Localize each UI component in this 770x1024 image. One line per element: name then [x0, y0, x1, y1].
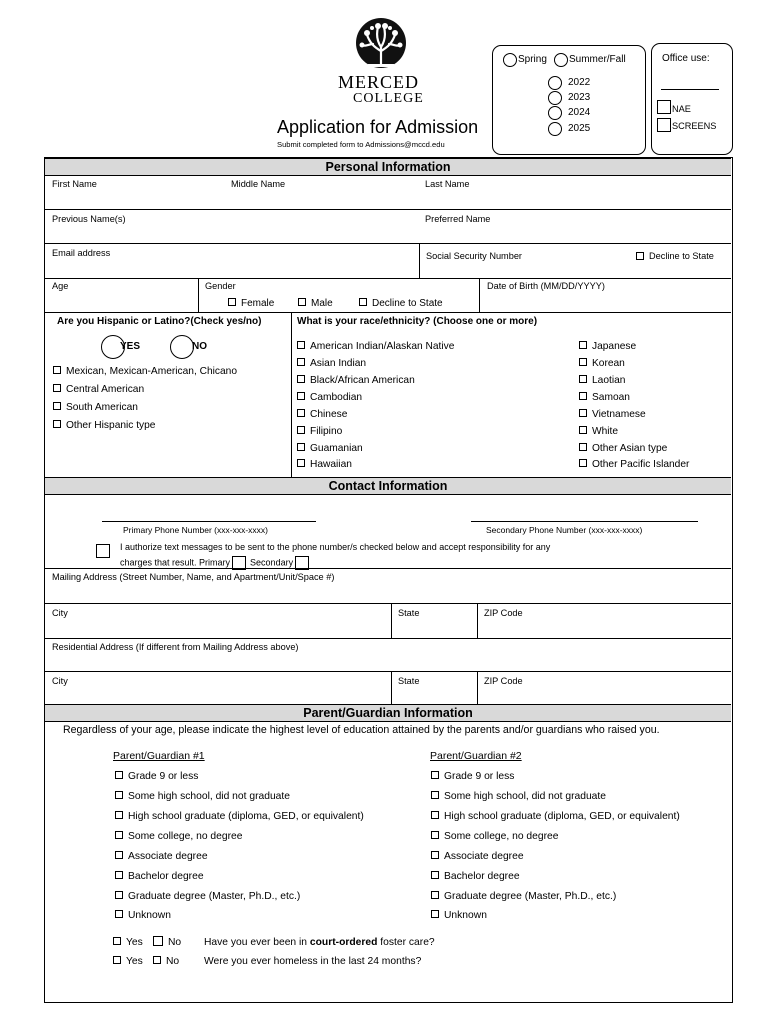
race-option-checkbox[interactable]	[297, 358, 305, 366]
race-option-label: Black/African American	[310, 375, 415, 386]
foster-question	[204, 937, 435, 948]
guardian2-option-checkbox[interactable]	[431, 851, 439, 859]
guardian1-option-label: High school graduate (diploma, GED, or equivalent)	[128, 811, 364, 822]
year-2025-label: 2025	[568, 123, 591, 134]
race-option[interactable]	[579, 409, 646, 420]
guardian1-option[interactable]	[115, 910, 171, 921]
contact-info-header: Contact Information	[45, 477, 731, 495]
race-option[interactable]	[579, 375, 625, 386]
guardian1-option-checkbox[interactable]	[115, 910, 123, 918]
race-option[interactable]	[579, 459, 689, 470]
race-option-checkbox[interactable]	[297, 341, 305, 349]
hispanic-yes-label: YES	[120, 341, 141, 352]
foster-question-bold: court-ordered	[309, 937, 378, 948]
guardian1-option-label: Bachelor degree	[128, 871, 204, 882]
preferred-name-label: Preferred Name	[425, 214, 491, 224]
hispanic-option-checkbox[interactable]	[53, 402, 61, 410]
race-option[interactable]	[579, 426, 618, 437]
logo-college: COLLEGE	[353, 91, 424, 106]
mailing-state-label: State	[398, 608, 420, 618]
gender-label: Gender	[205, 281, 236, 291]
page-title: Application for Admission	[277, 117, 479, 137]
guardian1-option-label: Grade 9 or less	[128, 771, 199, 782]
guardian2-option[interactable]	[431, 891, 616, 902]
guardian2-option-checkbox[interactable]	[431, 871, 439, 879]
race-option-checkbox[interactable]	[579, 392, 587, 400]
guardian1-option[interactable]	[115, 831, 243, 842]
col-divider	[419, 243, 420, 278]
race-question: What is your race/ethnicity? (Choose one or more)	[297, 316, 538, 327]
gender-female-checkbox[interactable]	[228, 298, 236, 306]
hispanic-question: Are you Hispanic or Latino?(Check yes/no)	[57, 316, 262, 327]
guardian2-option-label: Bachelor degree	[444, 871, 520, 882]
race-option-checkbox[interactable]	[579, 443, 587, 451]
guardian2-option-checkbox[interactable]	[431, 910, 439, 918]
hispanic-option-label: Other Hispanic type	[66, 420, 156, 431]
office-use-line	[661, 89, 719, 90]
col-divider	[391, 671, 392, 704]
race-option-label: Other Asian type	[592, 443, 668, 454]
guardian1-option-label: Associate degree	[128, 851, 208, 862]
guardian2-option-label: Associate degree	[444, 851, 524, 862]
guardian2-option-label: Grade 9 or less	[444, 771, 515, 782]
residential-address-label: Residential Address (If different from Mailing Address above)	[52, 642, 299, 652]
race-option-label: Samoan	[592, 392, 630, 403]
guardian1-option[interactable]	[115, 891, 300, 902]
race-option-label: Hawaiian	[310, 459, 352, 470]
race-option[interactable]	[297, 426, 342, 437]
email-label: Email address	[52, 248, 111, 258]
residential-state-label: State	[398, 676, 420, 686]
guardian2-heading: Parent/Guardian #2	[430, 750, 522, 762]
guardian1-option-label: Unknown	[128, 910, 171, 921]
race-option-label: Filipino	[310, 426, 343, 437]
year-2023-radio[interactable]	[548, 91, 562, 105]
hispanic-option-label: South American	[66, 402, 138, 413]
screens-checkbox[interactable]	[657, 118, 671, 132]
primary-phone-label: Primary Phone Number (xxx-xxx-xxxx)	[123, 525, 268, 535]
office-use-label: Office use:	[662, 53, 710, 64]
race-option[interactable]	[297, 409, 347, 420]
mailing-city-label: City	[52, 608, 68, 618]
col-divider	[477, 671, 478, 704]
spring-label: Spring	[518, 54, 547, 65]
race-option[interactable]	[579, 443, 667, 454]
row-divider	[45, 243, 731, 244]
year-2022-label: 2022	[568, 77, 591, 88]
year-2025-radio[interactable]	[548, 122, 562, 136]
guardian1-heading: Parent/Guardian #1	[113, 750, 205, 762]
homeless-yes[interactable]	[113, 956, 143, 967]
ssn-decline	[636, 251, 714, 261]
guardian2-option-checkbox[interactable]	[431, 831, 439, 839]
race-option[interactable]	[579, 341, 636, 352]
summer-fall-label: Summer/Fall	[569, 54, 626, 65]
last-name-label: Last Name	[425, 179, 470, 189]
foster-no[interactable]	[153, 937, 181, 948]
authorize-text: I authorize text messages to be sent to the phone number/s checked below and accept responsibility for any	[120, 542, 551, 552]
nae-checkbox[interactable]	[657, 100, 671, 114]
foster-yes-label: Yes	[126, 937, 143, 948]
gender-female[interactable]	[228, 298, 274, 309]
foster-no-checkbox[interactable]	[153, 936, 163, 946]
race-option-label: Japanese	[592, 341, 637, 352]
foster-no-label: No	[168, 937, 182, 948]
col-divider	[479, 278, 480, 312]
gender-decline-label: Decline to State	[372, 298, 443, 309]
guardian2-option[interactable]	[431, 791, 606, 802]
guardian2-option-checkbox[interactable]	[431, 891, 439, 899]
homeless-no[interactable]	[153, 956, 179, 967]
row-divider	[45, 312, 731, 313]
hispanic-option[interactable]	[53, 384, 144, 395]
guardian2-option[interactable]	[431, 831, 559, 842]
previous-names-label: Previous Name(s)	[52, 214, 126, 224]
screens-label: SCREENS	[672, 121, 717, 131]
primary-phone-line[interactable]	[102, 521, 316, 522]
race-option-checkbox[interactable]	[579, 358, 587, 366]
residential-city-label: City	[52, 676, 68, 686]
race-option[interactable]	[579, 392, 630, 403]
gender-male[interactable]	[298, 298, 333, 309]
guardian1-option-checkbox[interactable]	[115, 831, 123, 839]
race-option[interactable]	[297, 358, 366, 369]
gender-decline[interactable]	[359, 298, 443, 309]
year-2024-label: 2024	[568, 107, 591, 118]
race-option-label: Laotian	[592, 375, 626, 386]
authorize-primary-label: charges that result. Primary	[120, 557, 231, 568]
col-divider	[391, 603, 392, 638]
guardian2-option-checkbox[interactable]	[431, 791, 439, 799]
guardian1-option-checkbox[interactable]	[115, 891, 123, 899]
hispanic-option[interactable]	[53, 402, 138, 413]
col-divider	[291, 312, 292, 477]
guardian1-option-label: Some high school, did not graduate	[128, 791, 291, 802]
guardian2-option-label: Some high school, did not graduate	[444, 791, 607, 802]
authorize-checkbox[interactable]	[96, 542, 110, 560]
dob-label: Date of Birth (MM/DD/YYYY)	[487, 281, 605, 291]
race-option-checkbox[interactable]	[579, 341, 587, 349]
race-option[interactable]	[297, 443, 363, 454]
authorize-secondary-label: Secondary	[250, 557, 294, 568]
homeless-question: Were you ever homeless in the last 24 months?	[204, 956, 422, 967]
ssn-decline-label: Decline to State	[649, 251, 714, 261]
guardian2-option-checkbox[interactable]	[431, 811, 439, 819]
foster-yes[interactable]	[113, 937, 143, 948]
hispanic-no-radio[interactable]	[170, 335, 194, 359]
secondary-phone-label: Secondary Phone Number (xxx-xxx-xxxx)	[486, 525, 643, 535]
hispanic-option-label: Mexican, Mexican-American, Chicano	[66, 366, 237, 377]
guardian2-option-label: High school graduate (diploma, GED, or equivalent)	[444, 811, 680, 822]
guardian1-option-label: Graduate degree (Master, Ph.D., etc.)	[128, 891, 301, 902]
race-option-checkbox[interactable]	[297, 409, 305, 417]
ssn-label: Social Security Number	[426, 251, 522, 261]
race-option-checkbox[interactable]	[297, 375, 305, 383]
race-option-checkbox[interactable]	[297, 443, 305, 451]
guardian1-option[interactable]	[115, 851, 208, 862]
race-option-label: Chinese	[310, 409, 348, 420]
guardian2-option-checkbox[interactable]	[431, 771, 439, 779]
row-divider	[45, 603, 731, 604]
merced-college-logo	[352, 17, 410, 73]
race-option-label: Guamanian	[310, 443, 363, 454]
row-divider	[45, 278, 731, 279]
parent-info-header: Parent/Guardian Information	[45, 704, 731, 722]
hispanic-option-label: Central American	[66, 384, 145, 395]
homeless-no-label: No	[166, 956, 180, 967]
year-2023-label: 2023	[568, 92, 591, 103]
race-option-checkbox[interactable]	[579, 459, 587, 467]
guardian1-option-checkbox[interactable]	[115, 811, 123, 819]
guardian1-option[interactable]	[115, 871, 204, 882]
foster-question-pre: Have you ever been in	[204, 937, 310, 948]
race-option-checkbox[interactable]	[579, 409, 587, 417]
race-option[interactable]	[297, 392, 362, 403]
guardian1-option-checkbox[interactable]	[115, 791, 123, 799]
guardian2-option[interactable]	[431, 771, 514, 782]
homeless-yes-checkbox[interactable]	[113, 956, 121, 964]
hispanic-option[interactable]	[53, 366, 237, 377]
gender-decline-checkbox[interactable]	[359, 298, 367, 306]
race-option-label: Other Pacific Islander	[592, 459, 690, 470]
homeless-no-checkbox[interactable]	[153, 956, 161, 964]
guardian1-option-checkbox[interactable]	[115, 871, 123, 879]
foster-yes-checkbox[interactable]	[113, 937, 121, 945]
parent-intro: Regardless of your age, please indicate the highest level of education attained by the parents and/or guardians who raised you.	[63, 724, 660, 736]
guardian2-option-label: Some college, no degree	[444, 831, 559, 842]
year-2022-radio[interactable]	[548, 76, 562, 90]
guardian1-option-checkbox[interactable]	[115, 851, 123, 859]
gender-male-checkbox[interactable]	[298, 298, 306, 306]
col-divider	[198, 278, 199, 312]
guardian2-option[interactable]	[431, 811, 680, 822]
guardian2-option-label: Graduate degree (Master, Ph.D., etc.)	[444, 891, 617, 902]
race-option[interactable]	[297, 341, 454, 352]
race-option-label: Cambodian	[310, 392, 363, 403]
row-divider	[45, 671, 731, 672]
race-option-label: Vietnamese	[592, 409, 646, 420]
col-divider	[477, 603, 478, 638]
page-subtitle: Submit completed form to Admissions@mccd.edu	[277, 140, 445, 149]
gender-male-label: Male	[311, 298, 333, 309]
guardian2-option-label: Unknown	[444, 910, 487, 921]
spring-radio[interactable]	[503, 53, 517, 67]
logo-merced: MERCED	[338, 72, 420, 92]
guardian1-option-checkbox[interactable]	[115, 771, 123, 779]
foster-question-post: foster care?	[377, 937, 435, 948]
gender-female-label: Female	[241, 298, 275, 309]
race-option[interactable]	[579, 358, 625, 369]
ssn-decline-checkbox[interactable]	[636, 252, 644, 260]
year-2024-radio[interactable]	[548, 106, 562, 120]
guardian1-option-label: Some college, no degree	[128, 831, 243, 842]
guardian2-option[interactable]	[431, 851, 524, 862]
guardian2-option[interactable]	[431, 871, 520, 882]
hispanic-option-checkbox[interactable]	[53, 420, 61, 428]
mailing-address-label: Mailing Address (Street Number, Name, and Apartment/Unit/Space #)	[52, 572, 335, 582]
row-divider	[45, 568, 731, 569]
hispanic-option[interactable]	[53, 420, 155, 431]
age-label: Age	[52, 281, 69, 291]
row-divider	[45, 209, 731, 210]
hispanic-option-checkbox[interactable]	[53, 384, 61, 392]
personal-info-header: Personal Information	[45, 158, 731, 176]
guardian1-option[interactable]	[115, 811, 364, 822]
race-option-checkbox[interactable]	[297, 459, 305, 467]
race-option-checkbox[interactable]	[297, 426, 305, 434]
residential-zip-label: ZIP Code	[484, 676, 523, 686]
race-option[interactable]	[297, 459, 352, 470]
homeless-yes-label: Yes	[126, 956, 143, 967]
guardian1-option[interactable]	[115, 771, 198, 782]
hispanic-option-checkbox[interactable]	[53, 366, 61, 374]
guardian1-option[interactable]	[115, 791, 290, 802]
race-option-label: American Indian/Alaskan Native	[310, 341, 455, 352]
row-divider	[45, 638, 731, 639]
guardian2-option[interactable]	[431, 910, 487, 921]
race-option[interactable]	[297, 375, 415, 386]
nae-label: NAE	[672, 104, 691, 114]
summer-fall-radio[interactable]	[554, 53, 568, 67]
race-option-label: Korean	[592, 358, 625, 369]
race-option-checkbox[interactable]	[297, 392, 305, 400]
race-option-checkbox[interactable]	[579, 426, 587, 434]
mailing-zip-label: ZIP Code	[484, 608, 523, 618]
hispanic-no-label: NO	[192, 341, 207, 352]
middle-name-label: Middle Name	[231, 179, 286, 189]
race-option-checkbox[interactable]	[579, 375, 587, 383]
first-name-label: First Name	[52, 179, 97, 189]
race-option-label: Asian Indian	[310, 358, 367, 369]
secondary-phone-line[interactable]	[471, 521, 698, 522]
race-option-label: White	[592, 426, 619, 437]
